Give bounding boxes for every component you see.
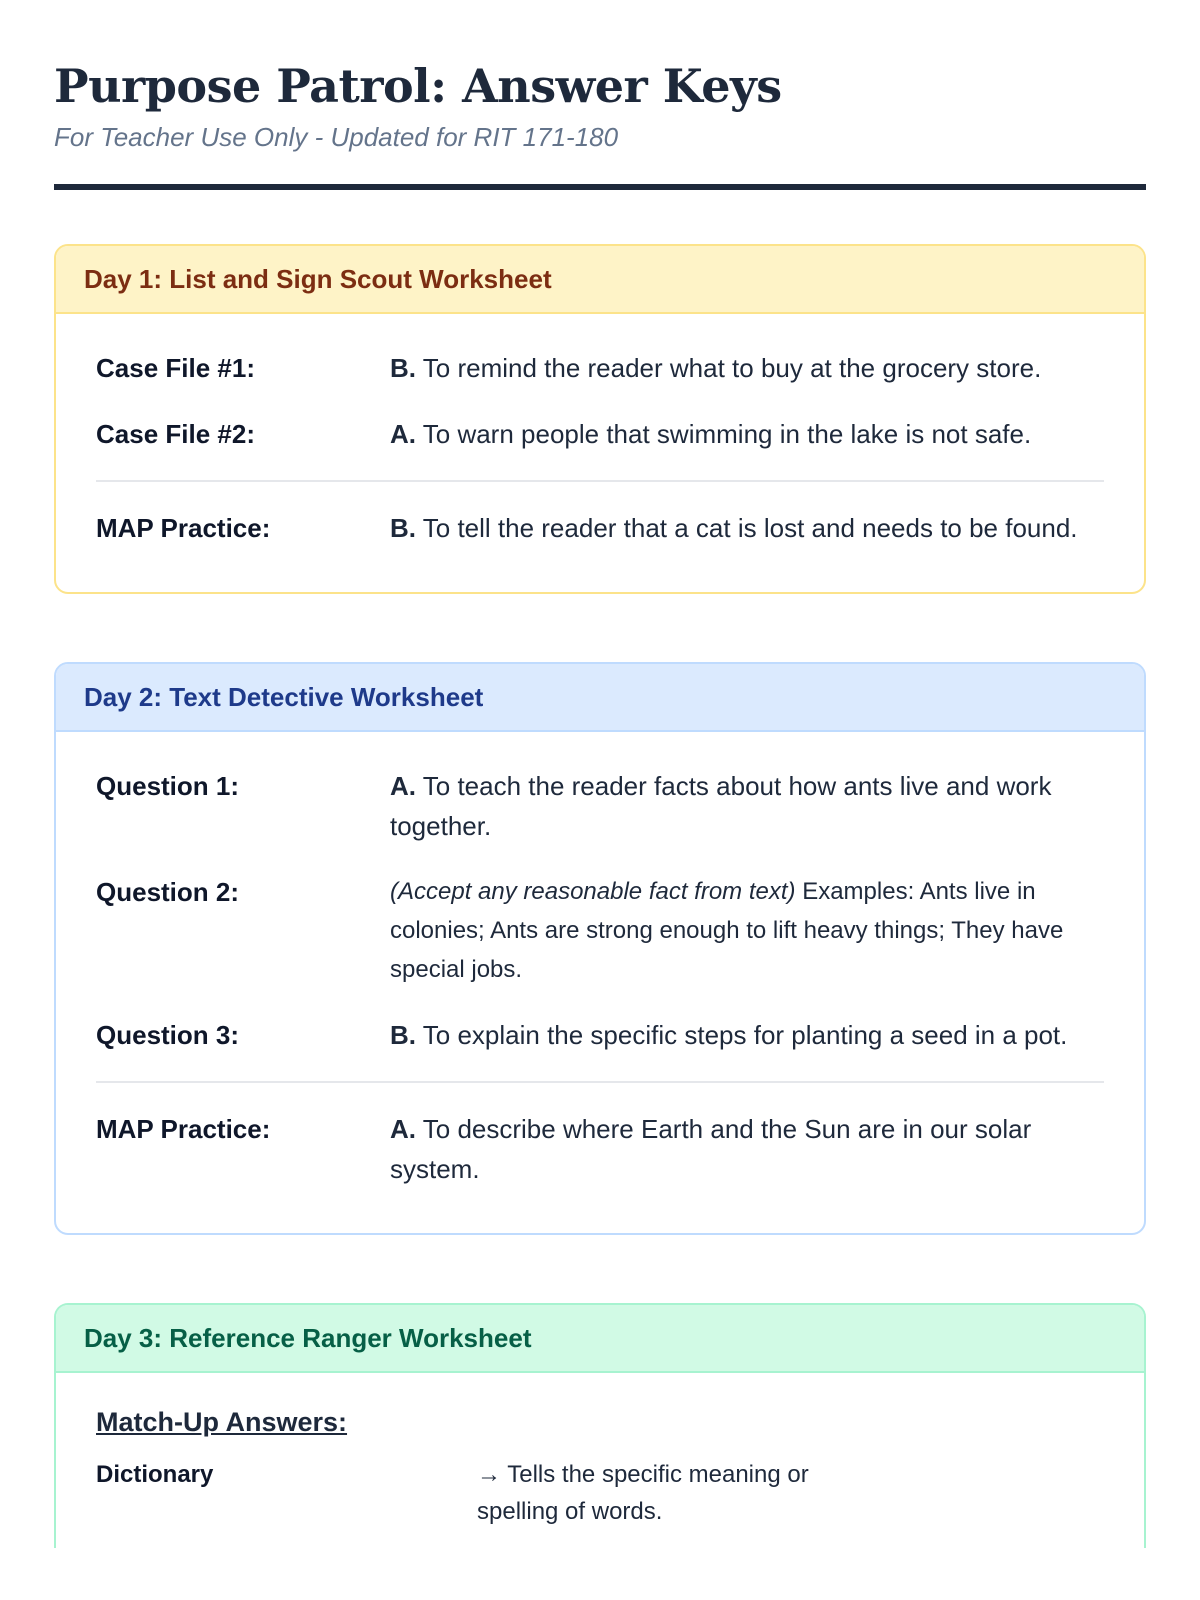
answer-letter: A. (390, 419, 416, 449)
answer-label: MAP Practice: (96, 513, 271, 543)
answer-label: Question 3: (96, 1020, 240, 1050)
answer-text (390, 348, 1104, 388)
answer-text (390, 1109, 1104, 1189)
answer-text (390, 766, 1104, 846)
day3-body (56, 1373, 1144, 1548)
answer-letter: A. (390, 1114, 416, 1144)
answer-row (96, 766, 1104, 846)
page-subtitle: For Teacher Use Only - Updated for RIT 171-180 (54, 122, 619, 152)
answer-body: To explain the specific steps for planting a seed in a pot. (422, 1020, 1068, 1050)
match-row (96, 1456, 1104, 1530)
answer-row (96, 1015, 1104, 1055)
page-header (54, 0, 1146, 190)
match-definition: → Tells the specific meaning or spelling of words. (477, 1461, 809, 1525)
answer-row (96, 872, 1104, 989)
answer-letter: B. (390, 513, 416, 543)
answer-label: Question 2: (96, 877, 240, 907)
answer-label: Question 1: (96, 771, 240, 801)
day1-body (56, 314, 1144, 592)
answer-letter: A. (390, 771, 416, 801)
answer-body: To remind the reader what to buy at the grocery store. (422, 353, 1042, 383)
day1-card (54, 244, 1146, 594)
section-divider (96, 1081, 1104, 1083)
answer-body: To warn people that swimming in the lake is not safe. (422, 419, 1032, 449)
answer-row (96, 414, 1104, 454)
answer-label: MAP Practice: (96, 1114, 271, 1144)
match-up-heading: Match-Up Answers: (96, 1407, 348, 1437)
day1-title: Day 1: List and Sign Scout Worksheet (56, 246, 1144, 314)
answer-letter: B. (390, 1020, 416, 1050)
answer-body: To teach the reader facts about how ants live and work together. (390, 771, 1052, 841)
day2-body (56, 732, 1144, 1233)
section-divider (96, 480, 1104, 482)
answer-letter: B. (390, 353, 416, 383)
header-divider (54, 184, 1146, 190)
answer-body: To describe where Earth and the Sun are in our solar system. (390, 1114, 1032, 1184)
answer-note: (Accept any reasonable fact from text) (390, 878, 796, 905)
answer-text (390, 414, 1104, 454)
day3-card (54, 1303, 1146, 1548)
answer-text (390, 1015, 1104, 1055)
answer-row (96, 1109, 1104, 1189)
answer-label: Case File #1: (96, 353, 255, 383)
answer-row (96, 508, 1104, 548)
day3-title: Day 3: Reference Ranger Worksheet (56, 1305, 1144, 1373)
day2-title: Day 2: Text Detective Worksheet (56, 664, 1144, 732)
answer-text (390, 872, 1104, 989)
page-title: Purpose Patrol: Answer Keys (54, 59, 782, 113)
answer-row (96, 348, 1104, 388)
answer-body: To tell the reader that a cat is lost and needs to be found. (422, 513, 1078, 543)
answer-text (390, 508, 1104, 548)
answer-label: Case File #2: (96, 419, 255, 449)
answer-body: Examples: Ants live in colonies; Ants are strong enough to lift heavy things; They have special jobs. (390, 878, 1064, 983)
day2-card (54, 662, 1146, 1235)
match-term: Dictionary (96, 1461, 214, 1488)
